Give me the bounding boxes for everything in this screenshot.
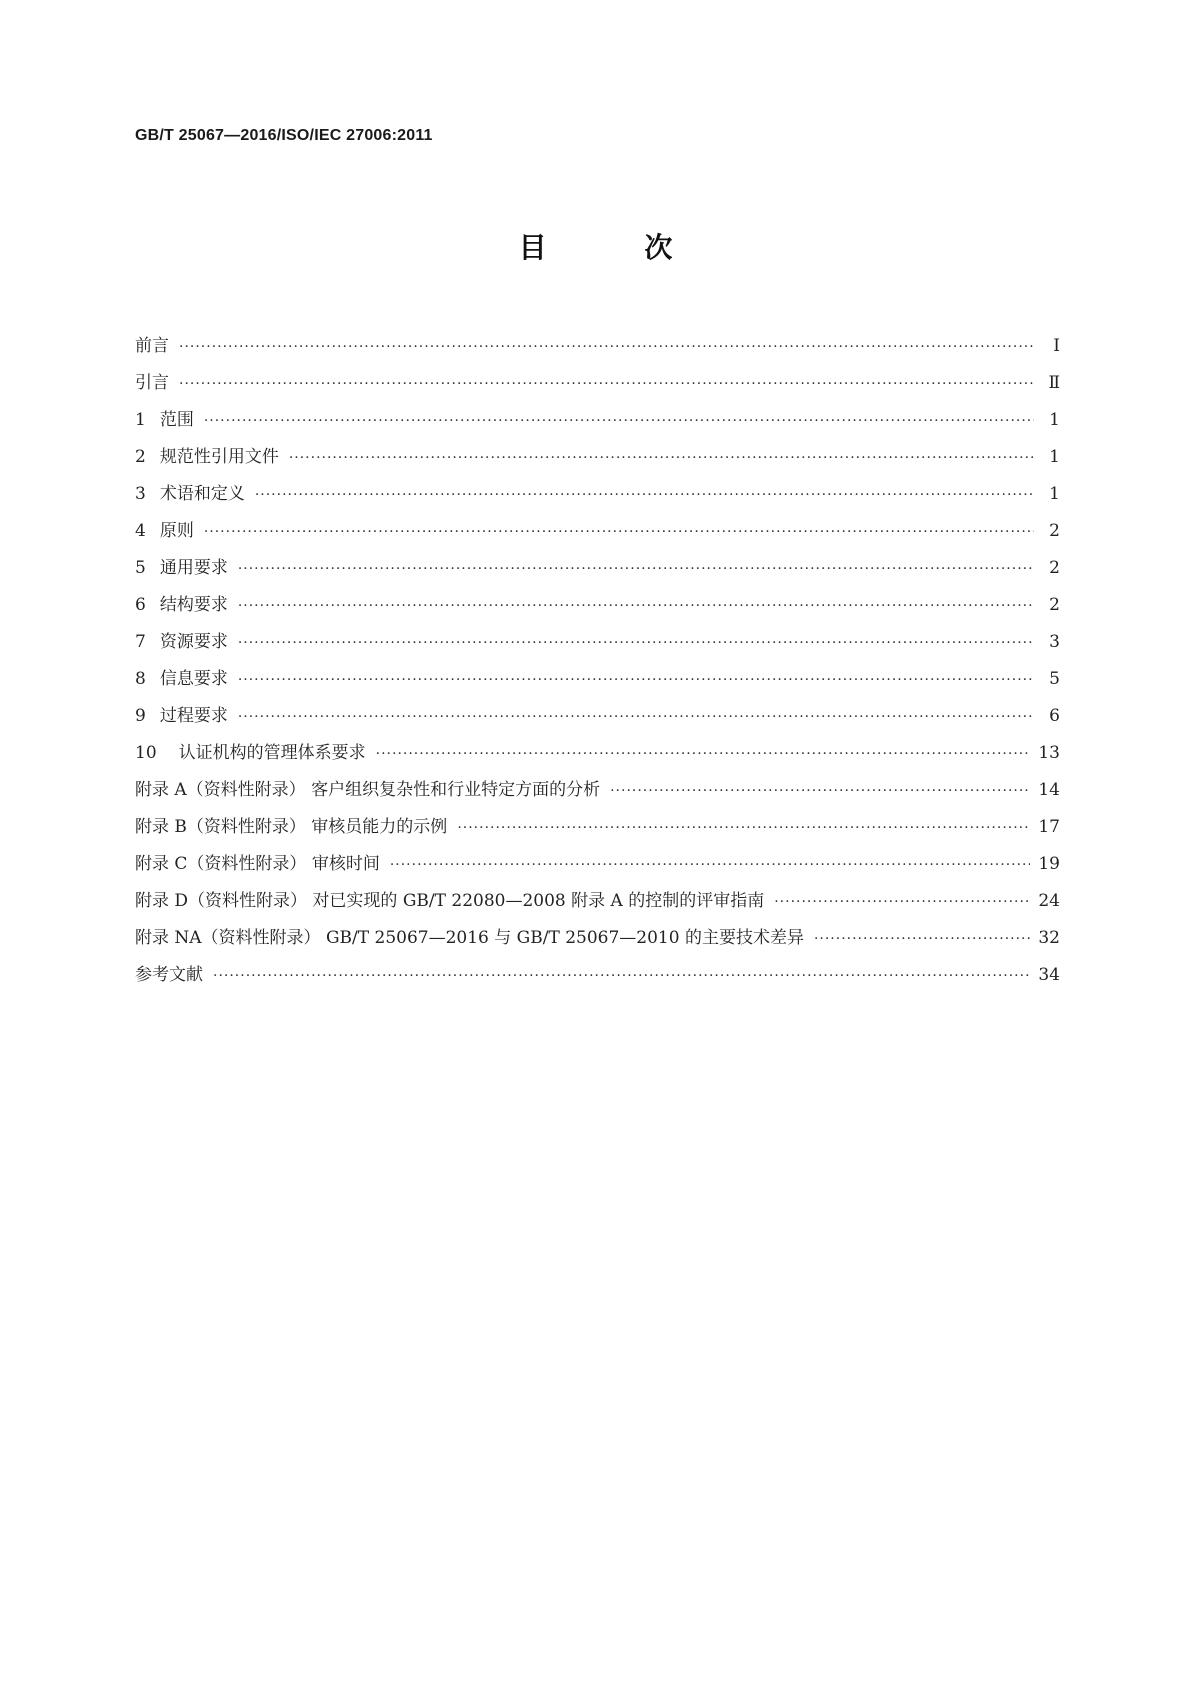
toc-dot-leader xyxy=(289,440,1034,477)
toc-entry-label: 前言 xyxy=(135,336,169,356)
toc-dot-leader xyxy=(376,736,1031,773)
toc-dot-leader xyxy=(238,699,1034,736)
toc-entry-label: 参考文献 xyxy=(135,965,203,985)
toc-entry-number: 5 xyxy=(135,558,146,578)
toc-entry-number: 8 xyxy=(135,669,146,689)
toc-dot-leader xyxy=(204,514,1034,551)
standard-code-header: GB/T 25067—2016/ISO/IEC 27006:2011 xyxy=(135,127,433,144)
toc-entry[interactable] xyxy=(135,328,1060,365)
toc-entry-label: 规范性引用文件 xyxy=(159,447,279,467)
toc-dot-leader xyxy=(238,625,1034,662)
toc-entry-label-group xyxy=(135,328,179,365)
toc-entry[interactable] xyxy=(135,846,1060,883)
toc-entry-page-number: 34 xyxy=(1038,965,1060,985)
toc-entry-page-number: 5 xyxy=(1049,669,1060,689)
toc-dot-leader xyxy=(204,403,1034,440)
toc-entry-label-group xyxy=(135,957,213,994)
toc-entry-label: 术语和定义 xyxy=(159,484,245,504)
toc-entry-page-number: 6 xyxy=(1049,706,1060,726)
toc-entry-label: 附录 A（资料性附录） 客户组织复杂性和行业特定方面的分析 xyxy=(135,780,601,800)
toc-dot-leader xyxy=(179,329,1034,366)
toc-dot-leader xyxy=(457,810,1030,847)
toc-entry[interactable] xyxy=(135,439,1060,476)
toc-dot-leader xyxy=(213,958,1030,995)
toc-entry-label: 过程要求 xyxy=(159,706,228,726)
toc-entry-label-group xyxy=(135,772,610,809)
toc-entry-label-group xyxy=(135,735,376,772)
toc-dot-leader xyxy=(610,773,1030,810)
toc-entry-page-number: 14 xyxy=(1038,780,1060,800)
toc-entry[interactable] xyxy=(135,513,1060,550)
toc-entry[interactable] xyxy=(135,957,1060,994)
toc-entry-page-number: 24 xyxy=(1038,891,1060,911)
toc-entry-number: 1 xyxy=(135,410,146,430)
toc-entry-label-group xyxy=(135,920,814,957)
toc-dot-leader xyxy=(238,662,1034,699)
toc-entry-number: 9 xyxy=(135,706,146,726)
toc-entry[interactable] xyxy=(135,624,1060,661)
toc-entry-page-number: 2 xyxy=(1049,558,1060,578)
toc-entry-label-group xyxy=(135,513,204,550)
toc-dot-leader xyxy=(238,551,1034,588)
toc-dot-leader xyxy=(255,477,1034,514)
toc-entry[interactable] xyxy=(135,772,1060,809)
toc-entry-page-number: 2 xyxy=(1049,521,1060,541)
page-title: 目 次 xyxy=(518,231,717,264)
toc-entry-label-group xyxy=(135,550,238,587)
toc-dot-leader xyxy=(390,847,1031,884)
table-of-contents xyxy=(135,328,1060,994)
toc-entry-page-number: 13 xyxy=(1038,743,1060,763)
toc-entry-label: 结构要求 xyxy=(159,595,228,615)
toc-dot-leader xyxy=(179,366,1034,403)
toc-entry-label: 附录 NA（资料性附录） GB/T 25067—2016 与 GB/T 25067—2010 的主要技术差异 xyxy=(135,928,804,948)
toc-entry[interactable] xyxy=(135,920,1060,957)
toc-entry[interactable] xyxy=(135,550,1060,587)
toc-entry[interactable] xyxy=(135,587,1060,624)
toc-entry-label: 认证机构的管理体系要求 xyxy=(178,743,366,763)
toc-entry-label: 信息要求 xyxy=(159,669,228,689)
toc-entry-number: 2 xyxy=(135,447,146,467)
toc-entry-page-number: 19 xyxy=(1038,854,1060,874)
toc-entry-label-group xyxy=(135,476,255,513)
toc-entry-number: 7 xyxy=(135,632,146,652)
toc-dot-leader xyxy=(774,884,1030,921)
toc-entry-page-number: 1 xyxy=(1049,484,1060,504)
toc-entry[interactable] xyxy=(135,476,1060,513)
toc-entry-label-group xyxy=(135,587,238,624)
toc-entry-label-group xyxy=(135,809,457,846)
toc-entry-label: 附录 B（资料性附录） 审核员能力的示例 xyxy=(135,817,448,837)
toc-entry-label: 原则 xyxy=(159,521,194,541)
toc-entry-label-group xyxy=(135,698,238,735)
toc-entry[interactable] xyxy=(135,735,1060,772)
toc-entry[interactable] xyxy=(135,809,1060,846)
toc-entry-number: 4 xyxy=(135,521,146,541)
toc-entry[interactable] xyxy=(135,402,1060,439)
toc-entry-label-group xyxy=(135,661,238,698)
toc-entry-label: 范围 xyxy=(159,410,194,430)
toc-entry-page-number: 1 xyxy=(1049,410,1060,430)
toc-entry-label-group xyxy=(135,365,179,402)
toc-entry-number: 10 xyxy=(135,743,157,763)
toc-entry-label-group xyxy=(135,846,390,883)
toc-entry-label: 附录 C（资料性附录） 审核时间 xyxy=(135,854,380,874)
toc-entry-label: 通用要求 xyxy=(159,558,228,578)
toc-entry-label: 资源要求 xyxy=(159,632,228,652)
toc-entry-label-group xyxy=(135,883,774,920)
toc-entry[interactable] xyxy=(135,883,1060,920)
toc-entry-page-number: 2 xyxy=(1049,595,1060,615)
toc-entry-page-number: 1 xyxy=(1049,447,1060,467)
toc-entry-label-group xyxy=(135,402,204,439)
toc-entry-page-number: 17 xyxy=(1038,817,1060,837)
toc-entry-number: 3 xyxy=(135,484,146,504)
toc-entry-label: 附录 D（资料性附录） 对已实现的 GB/T 22080—2008 附录 A 的控制的评审指南 xyxy=(135,891,765,911)
toc-entry-number: 6 xyxy=(135,595,146,615)
toc-entry-page-number: 32 xyxy=(1038,928,1060,948)
toc-entry-page-number: 3 xyxy=(1049,632,1060,652)
toc-entry[interactable] xyxy=(135,698,1060,735)
toc-entry-page-number: Ⅱ xyxy=(1048,373,1060,393)
toc-entry-label: 引言 xyxy=(135,373,169,393)
toc-dot-leader xyxy=(238,588,1034,625)
toc-entry[interactable] xyxy=(135,661,1060,698)
toc-entry-label-group xyxy=(135,624,238,661)
toc-dot-leader xyxy=(814,921,1030,958)
toc-entry[interactable] xyxy=(135,365,1060,402)
toc-entry-label-group xyxy=(135,439,289,476)
toc-entry-page-number: Ⅰ xyxy=(1053,336,1060,356)
